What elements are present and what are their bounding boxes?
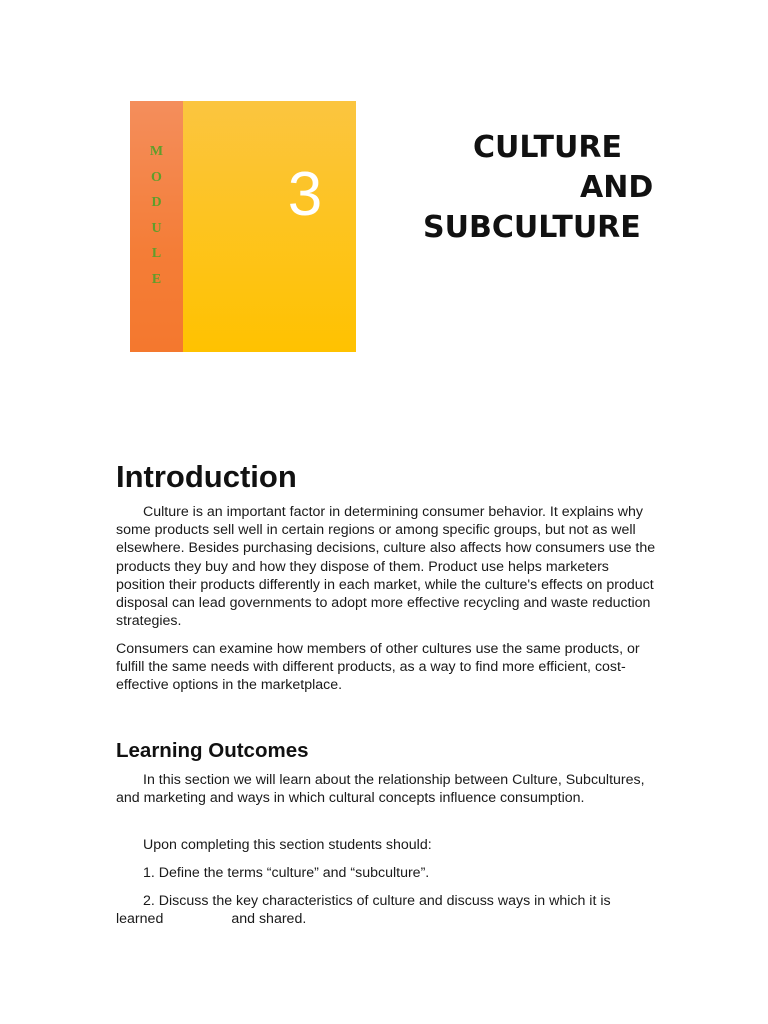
introduction-heading: Introduction [116, 459, 297, 494]
learning-outcomes-lead-in: Upon completing this section students should: [143, 837, 432, 853]
learning-outcomes-intro: In this section we will learn about the relationship between Culture, Subcultures, and marketing and ways in which cultural concepts influence consumption. [116, 772, 645, 807]
learning-outcome-item-tail: and shared. [231, 911, 307, 928]
module-letter: E [151, 271, 162, 287]
module-number: 3 [287, 160, 323, 229]
chapter-title [420, 128, 660, 248]
chapter-title-line: SUBCULTURE [423, 210, 641, 245]
learning-outcome-item [116, 892, 656, 928]
module-letter: M [149, 144, 164, 159]
module-side-strip [130, 101, 183, 352]
learning-outcome-item: 1. Define the terms “culture” and “subculture”. [143, 865, 430, 881]
module-cover-block [130, 101, 356, 352]
module-letter: O [151, 169, 162, 185]
module-number-panel [183, 101, 356, 352]
introduction-paragraph: Culture is an important factor in determining consumer behavior. It explains why some products sell well in certain regions or among specific groups, but not as well elsewhere. Besides purchasing decisions, culture also affects how consumers use the products they buy and how they dispose of them. Product use helps marketers position their products differently in each market, while the culture's effects on product disposal can lead governments to adopt more effective recycling and waste reduction strategies. [116, 504, 656, 630]
introduction-paragraph: Consumers can examine how members of other cultures use the same products, or fulfill the same needs with different products, as a way to find more efficient, cost-effective options in the marketplace. [116, 641, 640, 694]
learning-outcome-item-text: 2. Discuss the key characteristics of culture and discuss ways in which it is learned [116, 893, 611, 928]
chapter-title-line: CULTURE [473, 130, 622, 165]
chapter-title-line: AND [580, 170, 654, 205]
module-letter: U [151, 220, 162, 236]
learning-outcomes-heading: Learning Outcomes [116, 739, 309, 762]
module-vertical-label [130, 139, 183, 292]
module-letter: D [151, 195, 162, 210]
module-letter: L [151, 246, 162, 261]
